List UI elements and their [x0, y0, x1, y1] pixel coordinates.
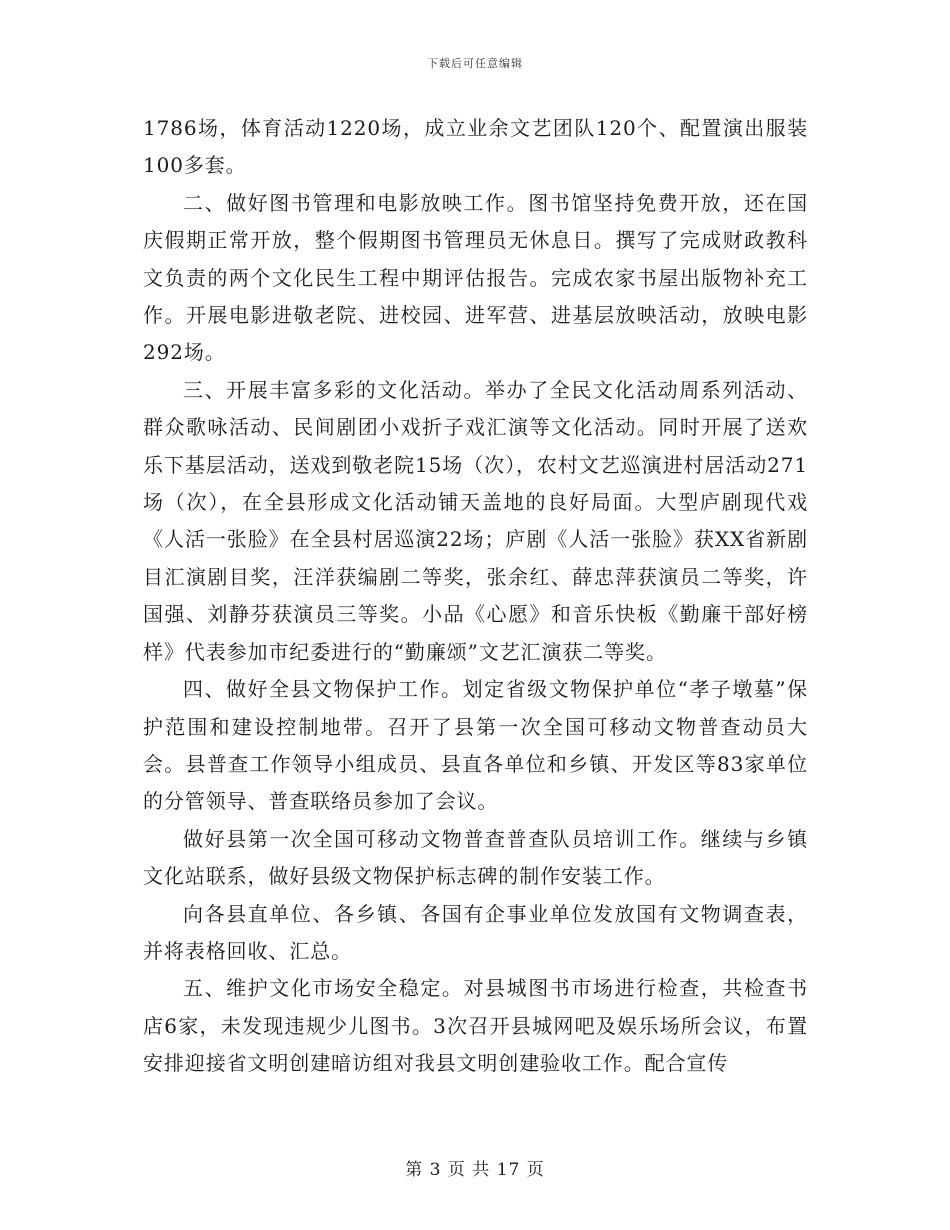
- paragraph-7: 五、维护文化市场安全稳定。对县城图书市场进行检查，共检查书店6家，未发现违规少儿图书。3次召开县城网吧及娱乐场所会议，布置安排迎接省文明创建暗访组对我县文明创建验收工作。配合宣传: [143, 976, 808, 1076]
- page-header: 下载后可任意编辑: [427, 57, 523, 70]
- paragraph-2: 二、做好图书管理和电影放映工作。图书馆坚持免费开放，还在国庆假期正常开放，整个假期图书管理员无休息日。撰写了完成财政教科文负责的两个文化民生工程中期评估报告。完成农家书屋出版物补充工作。开展电影进敬老院、进校园、进军营、进基层放映活动，放映电影292场。: [143, 190, 808, 365]
- paragraph-1: 1786场，体育活动1220场，成立业余文艺团队120个、配置演出服装100多套。: [143, 116, 808, 178]
- document-body: [143, 110, 808, 1083]
- paragraph-3: 三、开展丰富多彩的文化活动。举办了全民文化活动周系列活动、群众歌咏活动、民间剧团小戏折子戏汇演等文化活动。同时开展了送欢乐下基层活动，送戏到敬老院15场（次），农村文艺巡演进村居活动271场（次），在全县形成文化活动铺天盖地的良好局面。大型庐剧现代戏《人活一张脸》在全县村居巡演22场；庐剧《人活一张脸》获XX省新剧目汇演剧目奖，汪洋获编剧二等奖，张余红、薛忠萍获演员二等奖，许国强、刘静芬获演员三等奖。小品《心愿》和音乐快板《勤廉干部好榜样》代表参加市纪委进行的“勤廉颂”文艺汇演获二等奖。: [143, 377, 808, 664]
- paragraph-6: 向各县直单位、各乡镇、各国有企事业单位发放国有文物调查表，并将表格回收、汇总。: [143, 901, 808, 963]
- paragraph-4: 四、做好全县文物保护工作。划定省级文物保护单位“孝子墩墓”保护范围和建设控制地带。召开了县第一次全国可移动文物普查动员大会。县普查工作领导小组成员、县直各单位和乡镇、开发区等83家单位的分管领导、普查联络员参加了会议。: [143, 677, 808, 814]
- page-number-label: 第 3 页 共 17 页: [405, 1160, 545, 1180]
- paragraph-5: 做好县第一次全国可移动文物普查普查队员培训工作。继续与乡镇文化站联系，做好县级文物保护标志碑的制作安装工作。: [143, 826, 808, 889]
- page-footer: [0, 1155, 950, 1180]
